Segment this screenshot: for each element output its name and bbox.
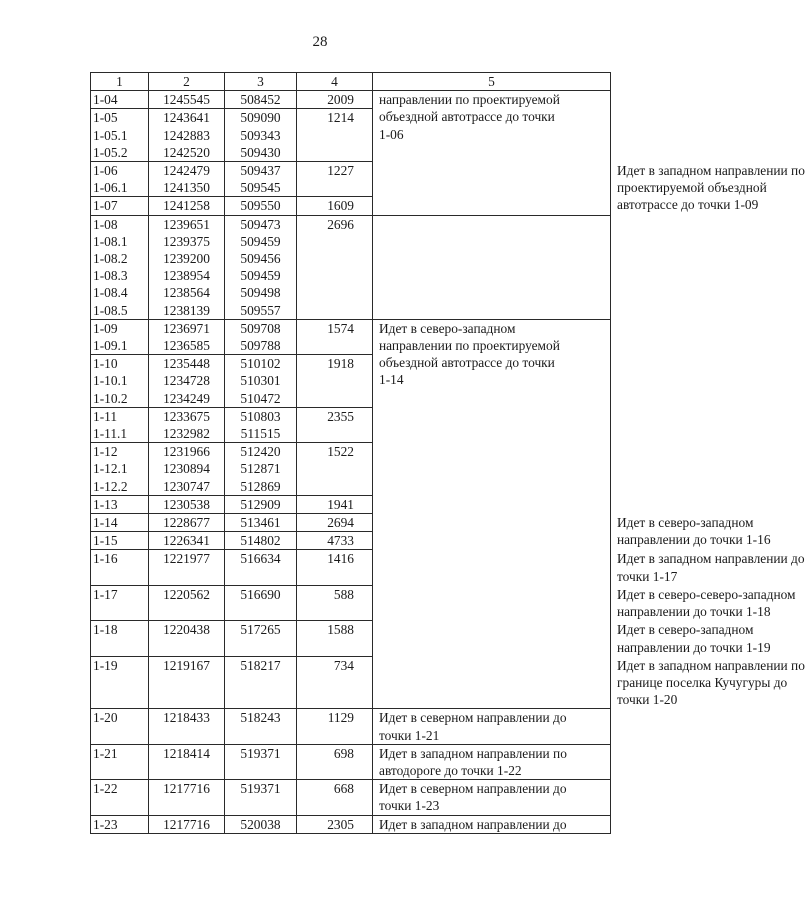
- point-id-cell-value: 1-05.2: [93, 144, 128, 160]
- point-id-cell: [91, 656, 149, 709]
- x-coordinate-cell-value: 1228677: [163, 515, 210, 531]
- x-coordinate-cell-value: 1236585: [163, 338, 210, 354]
- x-coordinate-cell-value: 1239375: [163, 233, 210, 249]
- y-coordinate-cell-value: 509498: [240, 285, 281, 301]
- y-coordinate-cell-value: 512869: [240, 478, 281, 494]
- y-coordinate-cell-value: 512871: [240, 461, 281, 477]
- y-coordinate-cell-value: 509545: [240, 180, 281, 196]
- direction-description-line: точки 1-21: [379, 727, 440, 743]
- table-row: 1-19 1219167 518217 734 Идет в западном направлении по границе поселка Кучугуры до точки 1-20: [91, 656, 611, 709]
- y-coordinate-cell-value: 519371: [240, 781, 281, 797]
- y-coordinate-cell: [225, 355, 297, 408]
- point-id-cell: [91, 815, 149, 833]
- y-coordinate-cell-value: 511515: [240, 426, 281, 442]
- y-coordinate-cell: [225, 532, 297, 550]
- header-cell-1: 1: [91, 73, 149, 91]
- point-id-cell-value: 1-12.2: [93, 478, 128, 494]
- point-id-cell-value: 1-16: [93, 551, 118, 567]
- direction-description-cell: [373, 91, 611, 215]
- x-coordinate-cell-value: 1242883: [163, 127, 210, 143]
- x-coordinate-cell: [149, 744, 225, 779]
- segment-length-cell: 2305: [297, 815, 373, 833]
- direction-description-line: автодороге до точки 1-22: [379, 762, 522, 778]
- y-coordinate-cell-value: 512420: [240, 444, 281, 460]
- y-coordinate-cell-value: 518217: [240, 657, 281, 673]
- segment-length-cell: 1416: [297, 550, 373, 585]
- point-id-cell: [91, 585, 149, 620]
- y-coordinate-cell-value: 509473: [240, 216, 281, 232]
- x-coordinate-cell: [149, 780, 225, 815]
- y-coordinate-cell-value: 509437: [240, 163, 281, 179]
- segment-length-cell: 2696: [297, 215, 373, 319]
- point-id-cell-value: 1-06: [93, 163, 118, 179]
- x-coordinate-cell-value: 1241350: [163, 180, 210, 196]
- x-coordinate-cell: [149, 495, 225, 513]
- table-row: 1-06 1-06.1 1242479 1241350 509437 509545 1227 Идет в западном направлении по проектируемой объездной автотрассе до точки 1-09: [91, 162, 611, 197]
- direction-description-cell: [373, 780, 611, 815]
- table-row: [91, 744, 611, 779]
- direction-description-line: 1-14: [379, 372, 404, 388]
- segment-length-cell: 1588: [297, 621, 373, 656]
- x-coordinate-cell-value: 1231966: [163, 444, 210, 460]
- segment-length-cell: 588: [297, 585, 373, 620]
- y-coordinate-cell-value: 509090: [240, 110, 281, 126]
- y-coordinate-cell-value: 509708: [240, 320, 281, 336]
- segment-length-cell: 1227: [297, 162, 373, 197]
- point-id-cell-value: 1-08.4: [93, 285, 128, 301]
- y-coordinate-cell: [225, 162, 297, 197]
- table-row: [91, 815, 611, 833]
- point-id-cell: [91, 215, 149, 319]
- y-coordinate-cell: [225, 109, 297, 162]
- x-coordinate-cell: [149, 215, 225, 319]
- segment-length-cell: 668: [297, 780, 373, 815]
- y-coordinate-cell-value: 516690: [240, 586, 281, 602]
- table-row: [91, 780, 611, 815]
- point-id-cell-value: 1-07: [93, 198, 118, 214]
- y-coordinate-cell: [225, 780, 297, 815]
- y-coordinate-cell: [225, 621, 297, 656]
- point-id-cell: [91, 91, 149, 109]
- point-id-cell-value: 1-08.1: [93, 233, 128, 249]
- table-row: [91, 319, 611, 354]
- segment-length-cell: 2355: [297, 407, 373, 442]
- x-coordinate-cell-value: 1218433: [163, 710, 210, 726]
- segment-length-cell: 1129: [297, 709, 373, 744]
- point-id-cell-value: 1-09: [93, 320, 118, 336]
- point-id-cell: [91, 407, 149, 442]
- y-coordinate-cell: [225, 514, 297, 532]
- point-id-cell: [91, 319, 149, 354]
- x-coordinate-cell-value: 1242520: [163, 144, 210, 160]
- x-coordinate-cell-value: 1238954: [163, 268, 210, 284]
- direction-description-cell: [373, 709, 611, 744]
- y-coordinate-cell-value: 513461: [240, 515, 281, 531]
- y-coordinate-cell-value: 519371: [240, 745, 281, 761]
- point-id-cell-value: 1-08.2: [93, 251, 128, 267]
- header-cell-2: 2: [149, 73, 225, 91]
- y-coordinate-cell: [225, 656, 297, 709]
- x-coordinate-cell: [149, 532, 225, 550]
- direction-description-line: Идет в северном направлении до: [379, 710, 567, 726]
- x-coordinate-cell-value: 1242479: [163, 163, 210, 179]
- table-row: 1-16 1221977 516634 1416 Идет в западном направлении до точки 1-17: [91, 550, 611, 585]
- x-coordinate-cell-value: 1230538: [163, 496, 210, 512]
- direction-description-line: объездной автотрассе до точки: [379, 355, 555, 371]
- x-coordinate-cell: [149, 355, 225, 408]
- table-row: [91, 709, 611, 744]
- point-id-cell: [91, 109, 149, 162]
- point-id-cell-value: 1-08.3: [93, 268, 128, 284]
- point-id-cell-value: 1-20: [93, 710, 118, 726]
- segment-length-cell: 734: [297, 656, 373, 709]
- direction-description-line: точки 1-23: [379, 798, 440, 814]
- point-id-cell: [91, 550, 149, 585]
- y-coordinate-cell-value: 509550: [240, 198, 281, 214]
- x-coordinate-cell: [149, 109, 225, 162]
- y-coordinate-cell-value: 510102: [240, 356, 281, 372]
- y-coordinate-cell-value: 512909: [240, 496, 281, 512]
- y-coordinate-cell: [225, 91, 297, 109]
- point-id-cell-value: 1-10.2: [93, 390, 128, 406]
- point-id-cell: [91, 355, 149, 408]
- point-id-cell: [91, 621, 149, 656]
- x-coordinate-cell-value: 1239651: [163, 216, 210, 232]
- point-id-cell: [91, 532, 149, 550]
- y-coordinate-cell-value: 509459: [240, 268, 281, 284]
- segment-length-cell: 2694: [297, 514, 373, 532]
- x-coordinate-cell: [149, 709, 225, 744]
- x-coordinate-cell-value: 1234249: [163, 390, 210, 406]
- x-coordinate-cell: [149, 514, 225, 532]
- segment-length-cell: 1574: [297, 319, 373, 354]
- y-coordinate-cell-value: 518243: [240, 710, 281, 726]
- x-coordinate-cell-value: 1235448: [163, 356, 210, 372]
- y-coordinate-cell-value: 509343: [240, 127, 281, 143]
- x-coordinate-cell-value: 1220562: [163, 586, 210, 602]
- x-coordinate-cell-value: 1226341: [163, 533, 210, 549]
- y-coordinate-cell: [225, 744, 297, 779]
- y-coordinate-cell: [225, 319, 297, 354]
- x-coordinate-cell-value: 1238564: [163, 285, 210, 301]
- x-coordinate-cell: [149, 815, 225, 833]
- direction-description-cell: [373, 815, 611, 833]
- point-id-cell-value: 1-06.1: [93, 180, 128, 196]
- segment-length-cell: 1522: [297, 443, 373, 496]
- y-coordinate-cell: [225, 550, 297, 585]
- segment-length-cell: 698: [297, 744, 373, 779]
- point-id-cell: [91, 443, 149, 496]
- point-id-cell: [91, 495, 149, 513]
- y-coordinate-cell-value: 514802: [240, 533, 281, 549]
- table-row: [91, 91, 611, 109]
- x-coordinate-cell: [149, 443, 225, 496]
- x-coordinate-cell-value: 1241258: [163, 198, 210, 214]
- point-id-cell-value: 1-08.5: [93, 302, 128, 318]
- point-id-cell-value: 1-08: [93, 216, 118, 232]
- point-id-cell-value: 1-10.1: [93, 373, 128, 389]
- point-id-cell-value: 1-05: [93, 110, 118, 126]
- point-id-cell-value: 1-23: [93, 816, 118, 832]
- y-coordinate-cell-value: 509788: [240, 338, 281, 354]
- direction-description-line: направлении по проектируемой: [379, 92, 560, 108]
- point-id-cell-value: 1-11.1: [93, 426, 128, 442]
- x-coordinate-cell: [149, 621, 225, 656]
- point-id-cell: [91, 514, 149, 532]
- point-id-cell-value: 1-22: [93, 781, 118, 797]
- segment-length-cell: 1941: [297, 495, 373, 513]
- x-coordinate-cell-value: 1230894: [163, 461, 210, 477]
- point-id-cell-value: 1-10: [93, 356, 118, 372]
- x-coordinate-cell-value: 1217716: [163, 816, 210, 832]
- table-header-row: [91, 73, 611, 91]
- point-id-cell: [91, 709, 149, 744]
- y-coordinate-cell: [225, 215, 297, 319]
- x-coordinate-cell: [149, 550, 225, 585]
- page-number: 28: [312, 34, 328, 50]
- x-coordinate-cell: [149, 585, 225, 620]
- x-coordinate-cell-value: 1245545: [163, 92, 210, 108]
- y-coordinate-cell-value: 509456: [240, 251, 281, 267]
- y-coordinate-cell-value: 509430: [240, 144, 281, 160]
- point-id-cell-value: 1-13: [93, 496, 118, 512]
- point-id-cell-value: 1-15: [93, 533, 118, 549]
- y-coordinate-cell: [225, 815, 297, 833]
- x-coordinate-cell-value: 1233675: [163, 408, 210, 424]
- point-id-cell-value: 1-17: [93, 586, 118, 602]
- y-coordinate-cell-value: 509557: [240, 302, 281, 318]
- y-coordinate-cell-value: 510301: [240, 373, 281, 389]
- point-id-cell-value: 1-09.1: [93, 338, 128, 354]
- header-cell-5: 5: [373, 73, 611, 91]
- y-coordinate-cell: [225, 585, 297, 620]
- x-coordinate-cell: [149, 162, 225, 197]
- y-coordinate-cell-value: 509459: [240, 233, 281, 249]
- point-id-cell-value: 1-05.1: [93, 127, 128, 143]
- y-coordinate-cell: [225, 495, 297, 513]
- header-cell-4: 4: [297, 73, 373, 91]
- point-id-cell-value: 1-12: [93, 444, 118, 460]
- x-coordinate-cell-value: 1236971: [163, 320, 210, 336]
- segment-length-cell: 1214: [297, 109, 373, 162]
- direction-description-line: Идет в северо-западном: [379, 320, 516, 336]
- boundary-coordinates-table: [90, 72, 805, 834]
- y-coordinate-cell: [225, 197, 297, 215]
- point-id-cell: [91, 780, 149, 815]
- direction-description-line: направлении по проектируемой: [379, 338, 560, 354]
- y-coordinate-cell-value: 516634: [240, 551, 281, 567]
- y-coordinate-cell: [225, 407, 297, 442]
- x-coordinate-cell: [149, 407, 225, 442]
- x-coordinate-cell-value: 1218414: [163, 745, 210, 761]
- x-coordinate-cell-value: 1217716: [163, 781, 210, 797]
- x-coordinate-cell-value: 1219167: [163, 657, 210, 673]
- point-id-cell-value: 1-12.1: [93, 461, 128, 477]
- segment-length-cell: 4733: [297, 532, 373, 550]
- y-coordinate-cell-value: 508452: [240, 92, 281, 108]
- point-id-cell-value: 1-19: [93, 657, 118, 673]
- y-coordinate-cell-value: 510472: [240, 390, 281, 406]
- segment-length-cell: 1918: [297, 355, 373, 408]
- x-coordinate-cell-value: 1230747: [163, 478, 210, 494]
- point-id-cell-value: 1-21: [93, 745, 118, 761]
- x-coordinate-cell-value: 1232982: [163, 426, 210, 442]
- point-id-cell-value: 1-18: [93, 622, 118, 638]
- direction-description-line: Идет в западном направлении до: [379, 816, 567, 832]
- direction-description-line: объездной автотрассе до точки: [379, 109, 555, 125]
- x-coordinate-cell-value: 1238139: [163, 302, 210, 318]
- table-row: 1-14 1228677 513461 2694 Идет в северо-западном направлении до точки 1-16: [91, 514, 611, 532]
- x-coordinate-cell: [149, 319, 225, 354]
- point-id-cell-value: 1-11: [93, 408, 118, 424]
- x-coordinate-cell-value: 1234728: [163, 373, 210, 389]
- table-row: [91, 215, 611, 319]
- segment-length-cell: 1609: [297, 197, 373, 215]
- y-coordinate-cell-value: 517265: [240, 622, 281, 638]
- x-coordinate-cell: [149, 656, 225, 709]
- point-id-cell-value: 1-04: [93, 92, 118, 108]
- x-coordinate-cell-value: 1220438: [163, 622, 210, 638]
- direction-description-cell: [373, 744, 611, 779]
- direction-description-line: Идет в северном направлении до: [379, 781, 567, 797]
- point-id-cell-value: 1-14: [93, 515, 118, 531]
- segment-length-cell: 2009: [297, 91, 373, 109]
- x-coordinate-cell: [149, 91, 225, 109]
- x-coordinate-cell-value: 1239200: [163, 251, 210, 267]
- point-id-cell: [91, 162, 149, 197]
- x-coordinate-cell-value: 1243641: [163, 110, 210, 126]
- header-cell-3: 3: [225, 73, 297, 91]
- direction-description-cell: [373, 319, 611, 708]
- x-coordinate-cell-value: 1221977: [163, 551, 210, 567]
- point-id-cell: [91, 197, 149, 215]
- table-row: 1-18 1220438 517265 1588 Идет в северо-западном направлении до точки 1-19: [91, 621, 611, 656]
- direction-description-line: Идет в западном направлении по: [379, 745, 567, 761]
- table-row: 1-17 1220562 516690 588 Идет в северо-северо-западном направлении до точки 1-18: [91, 585, 611, 620]
- x-coordinate-cell: [149, 197, 225, 215]
- y-coordinate-cell: [225, 709, 297, 744]
- point-id-cell: [91, 744, 149, 779]
- direction-description-line: 1-06: [379, 126, 404, 142]
- y-coordinate-cell: [225, 443, 297, 496]
- y-coordinate-cell-value: 510803: [240, 408, 281, 424]
- y-coordinate-cell-value: 520038: [240, 816, 281, 832]
